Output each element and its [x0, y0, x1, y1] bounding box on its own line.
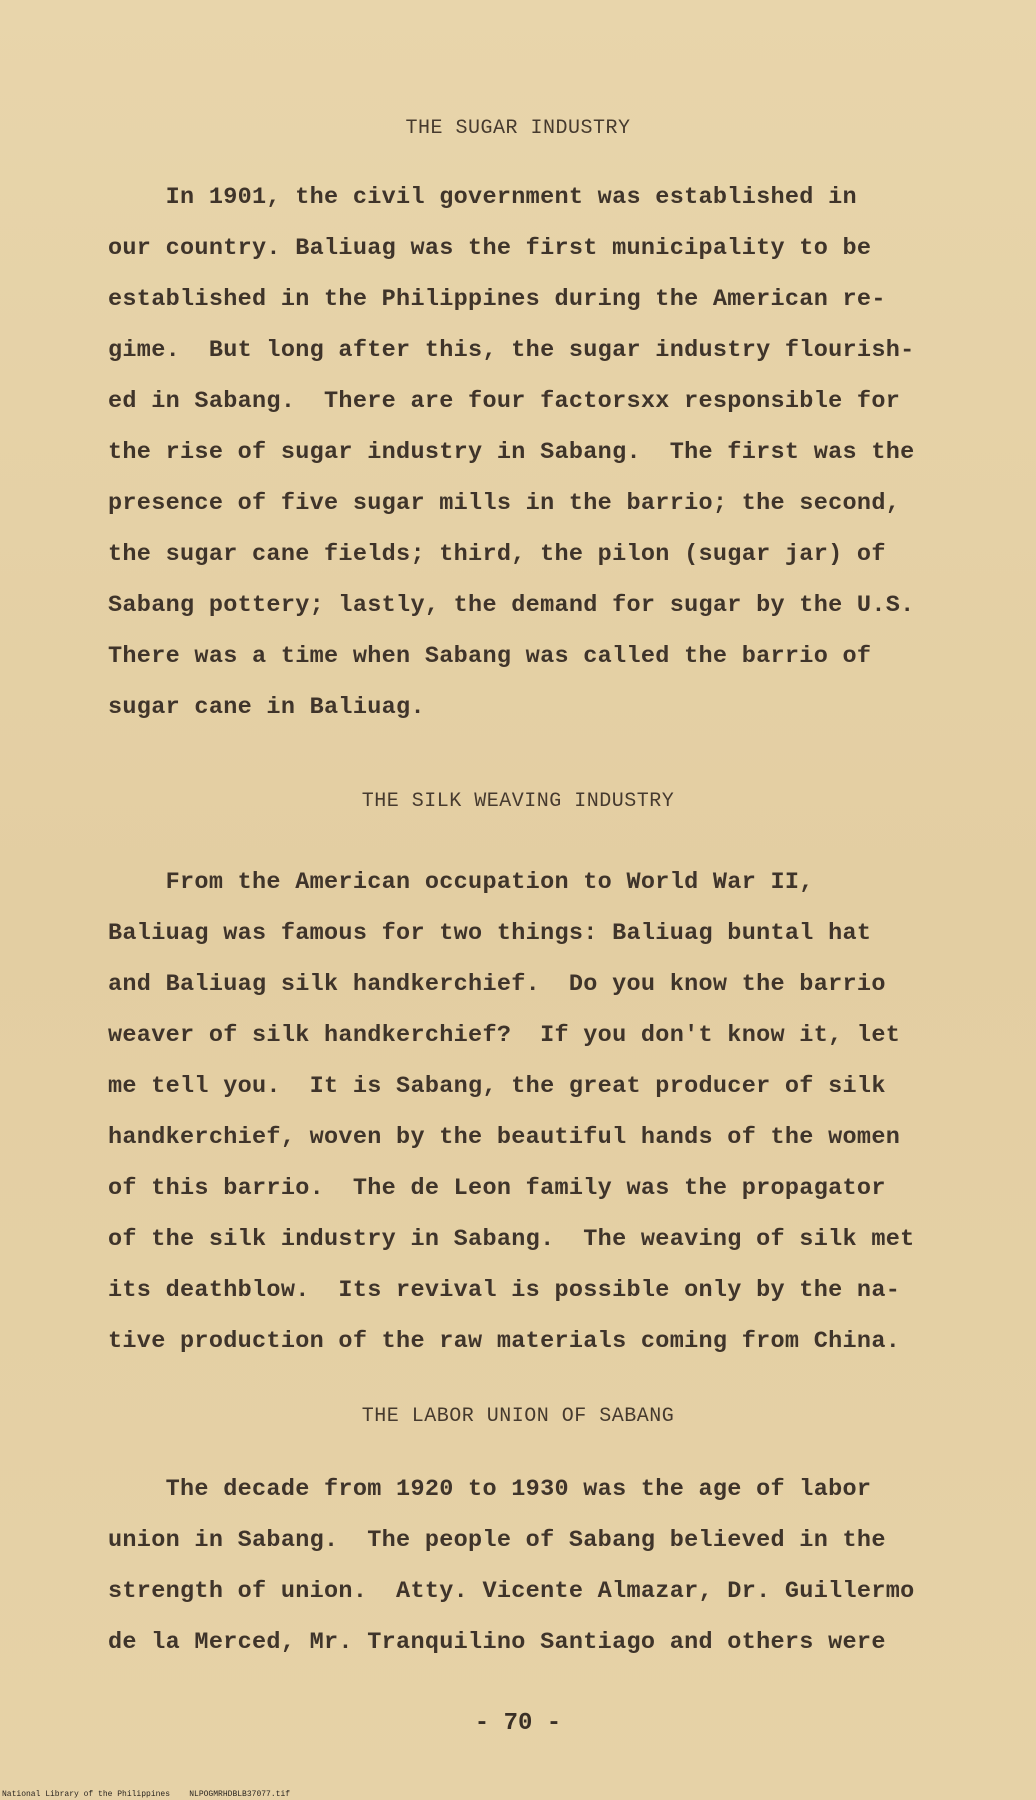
text-line: tive production of the raw materials coming from China.	[108, 1328, 901, 1355]
text-line: sugar cane in Baliuag.	[108, 694, 425, 721]
paragraph-sugar-industry	[108, 172, 938, 733]
text-line: of this barrio. The de Leon family was the propagator	[108, 1175, 886, 1202]
scan-footer-caption: National Library of the Philippines NLPOGMRHDBLB37077.tif	[2, 1790, 291, 1799]
text-line: From the American occupation to World War II,	[108, 869, 814, 896]
text-line: the sugar cane fields; third, the pilon (sugar jar) of	[108, 541, 886, 568]
text-line: The decade from 1920 to 1930 was the age of labor	[108, 1476, 872, 1503]
text-line: weaver of silk handkerchief? If you don't know it, let	[108, 1022, 901, 1049]
page-number: - 70 -	[474, 1710, 562, 1737]
text-line: handkerchief, woven by the beautiful hands of the women	[108, 1124, 901, 1151]
paragraph-labor-union	[108, 1464, 938, 1668]
text-line: established in the Philippines during the American re-	[108, 286, 886, 313]
text-line: de la Merced, Mr. Tranquilino Santiago and others were	[108, 1629, 886, 1656]
heading-sugar-industry: THE SUGAR INDUSTRY	[405, 117, 631, 140]
heading-silk-weaving-industry: THE SILK WEAVING INDUSTRY	[361, 790, 675, 813]
text-line: presence of five sugar mills in the barrio; the second,	[108, 490, 901, 517]
text-line: There was a time when Sabang was called the barrio of	[108, 643, 872, 670]
text-line: of the silk industry in Sabang. The weaving of silk met	[108, 1226, 915, 1253]
text-line: ed in Sabang. There are four factorsxx responsible for	[108, 388, 901, 415]
text-line: In 1901, the civil government was established in	[108, 184, 857, 211]
text-line: the rise of sugar industry in Sabang. The first was the	[108, 439, 915, 466]
text-line: strength of union. Atty. Vicente Almazar, Dr. Guillermo	[108, 1578, 915, 1605]
heading-labor-union: THE LABOR UNION OF SABANG	[361, 1405, 675, 1428]
text-line: our country. Baliuag was the first municipality to be	[108, 235, 872, 262]
text-line: Sabang pottery; lastly, the demand for sugar by the U.S.	[108, 592, 915, 619]
text-line: union in Sabang. The people of Sabang believed in the	[108, 1527, 886, 1554]
paragraph-silk-weaving-industry	[108, 857, 938, 1367]
text-line: Baliuag was famous for two things: Baliuag buntal hat	[108, 920, 872, 947]
text-line: me tell you. It is Sabang, the great producer of silk	[108, 1073, 886, 1100]
text-line: and Baliuag silk handkerchief. Do you know the barrio	[108, 971, 886, 998]
text-line: its deathblow. Its revival is possible only by the na-	[108, 1277, 901, 1304]
text-line: gime. But long after this, the sugar industry flourish-	[108, 337, 915, 364]
